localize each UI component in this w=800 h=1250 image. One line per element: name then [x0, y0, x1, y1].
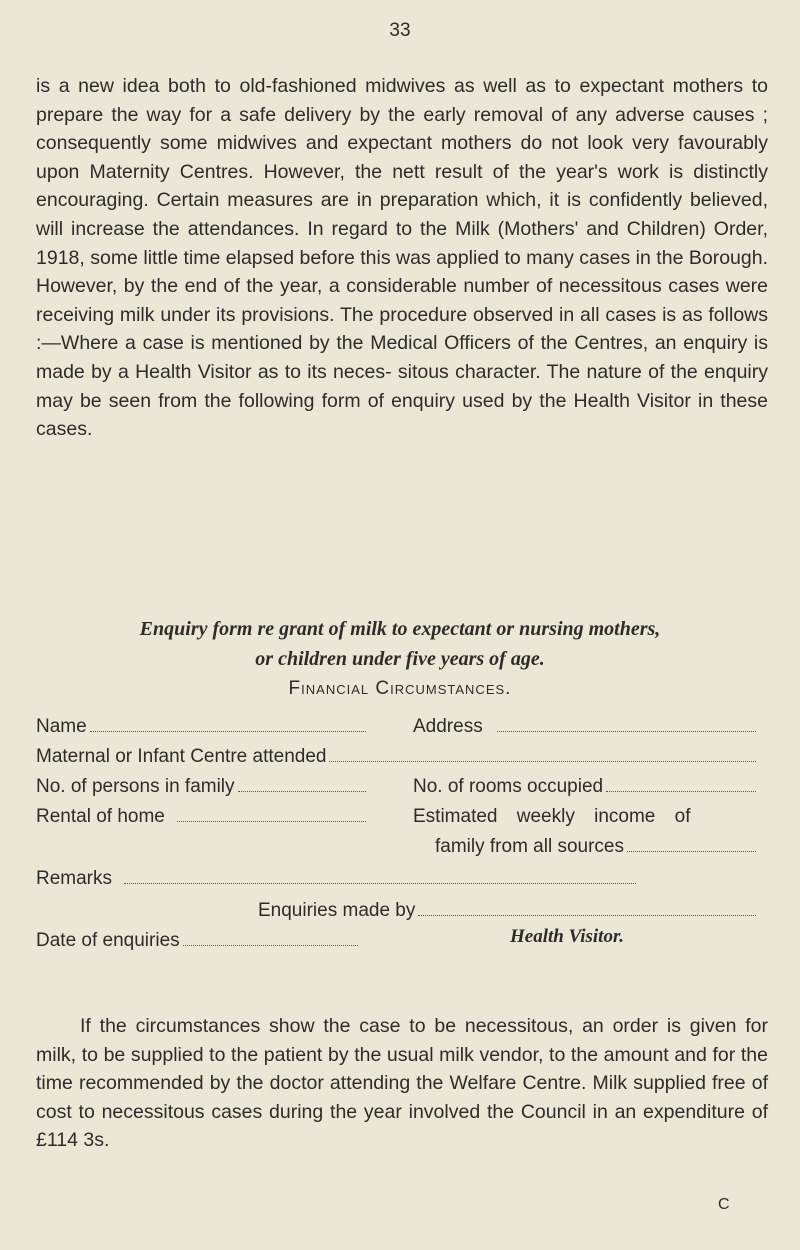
- health-visitor-signature-label: Health Visitor.: [510, 926, 625, 947]
- form-row-name-address: [36, 710, 756, 738]
- form-row-date-signature: [36, 924, 756, 952]
- date-field: [36, 924, 358, 952]
- form-title-line-1: Enquiry form re grant of milk to expectant or nursing mothers,: [139, 618, 661, 640]
- persons-label: No. of persons in family: [36, 776, 235, 797]
- address-blank-line: [497, 731, 756, 732]
- body-paragraph-2: If the circumstances show the case to be necessitous, an order is given for milk, to be supplied to the patient by the usual milk vendor, to the amount and for the time recommended by the doctor attending the Welfare Centre. Milk supplied free of cost to necessitous cases during the year involved the Council in an expenditure of £114 3s.: [36, 1015, 768, 1152]
- income-label-2: family from all sources: [435, 836, 624, 857]
- centre-field: [36, 740, 756, 768]
- rental-label: Rental of home: [36, 806, 165, 827]
- rooms-field: [413, 770, 756, 798]
- name-blank-line: [90, 731, 366, 732]
- rooms-label: No. of rooms occupied: [413, 776, 604, 797]
- income-blank-line: [627, 851, 756, 852]
- persons-blank-line: [238, 791, 366, 792]
- form-row-enquiries-by: [36, 894, 756, 922]
- page-number: 33: [389, 20, 411, 41]
- income-field-line-1: [413, 800, 756, 828]
- remarks-field: [36, 862, 636, 890]
- date-label: Date of enquiries: [36, 930, 180, 951]
- remarks-label: Remarks: [36, 868, 113, 889]
- rental-field: [36, 800, 366, 828]
- rooms-blank-line: [606, 791, 756, 792]
- form-row-persons-rooms: [36, 770, 756, 798]
- enquiries-by-label: Enquiries made by: [258, 900, 416, 921]
- name-field: [36, 710, 366, 738]
- form-title-line-2: or children under five years of age.: [255, 648, 545, 670]
- centre-blank-line: [329, 761, 756, 762]
- date-blank-line: [183, 945, 358, 946]
- form-row-rental-income: [36, 800, 756, 828]
- enquiries-by-blank-line: [418, 915, 756, 916]
- form-row-centre: [36, 740, 756, 768]
- address-label: Address: [413, 716, 483, 737]
- signature-mark: C: [718, 1196, 730, 1213]
- centre-label: Maternal or Infant Centre attended: [36, 746, 327, 767]
- form-row-income-2: [36, 830, 756, 858]
- income-label-1: Estimated weekly income of: [413, 806, 691, 827]
- income-field-line-2: [435, 830, 756, 858]
- form-row-remarks: [36, 862, 756, 890]
- name-label: Name: [36, 716, 87, 737]
- enquiries-by-field: [258, 894, 756, 922]
- persons-field: [36, 770, 366, 798]
- rental-blank-line: [177, 821, 366, 822]
- form-heading: Financial Circumstances.: [288, 678, 512, 699]
- address-field: [413, 710, 756, 738]
- body-paragraph-1: is a new idea both to old-fashioned midwives as well as to expectant mothers to prepare the way for a safe delivery by the early removal of any adverse causes ; consequently some midwives and expectant mothers do not look very favourably upon Maternity Centres. However, the nett result of the year's work is distinctly encouraging. Certain measures are in preparation which, it is confidently believed, will increase the attendances. In regard to the Milk (Mothers' and Children) Order, 1918, some little time elapsed before this was applied to many cases in the Borough. However, by the end of the year, a considerable number of necessitous cases were receiving milk under its provisions. The procedure observed in all cases is as follows :—Where a case is mentioned by the Medical Officers of the Centres, an enquiry is made by a Health Visitor as to its neces- sitous character. The nature of the enquiry may be seen from the following form of enquiry used by the Health Visitor in these cases.: [36, 75, 768, 441]
- remarks-blank-line: [124, 883, 636, 884]
